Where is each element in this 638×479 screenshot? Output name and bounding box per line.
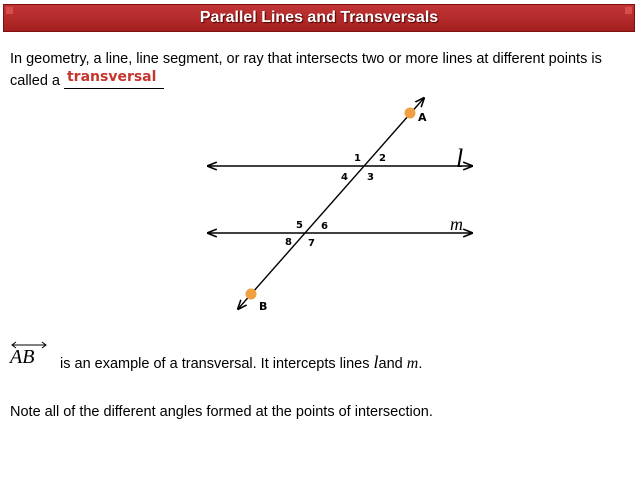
angle-2-label: 2 [379,153,386,164]
example-row [10,340,630,370]
angle-7-label: 7 [308,238,315,249]
inline-line-l: l [373,352,379,372]
angle-3-label: 3 [367,172,374,183]
inline-line-m: m [406,355,419,372]
example-and: and [378,356,403,372]
angle-6-label: 6 [321,221,328,232]
intro-text: In geometry, a line, line segment, or ray that intersects two or more lines at different points is called a [10,51,602,89]
transversal-line [238,98,424,309]
point-a [405,108,416,119]
point-b [246,289,257,300]
note-text: Note all of the different angles formed at the points of intersection. [10,404,433,420]
angle-8-label: 8 [285,237,292,248]
point-b-label: B [259,300,268,313]
point-a-label: A [418,111,427,124]
angle-5-label: 5 [296,220,303,231]
example-period: . [418,356,423,372]
angle-4-label: 4 [341,172,348,183]
answer-text: transversal [66,69,157,85]
angle-1-label: 1 [354,153,361,164]
segment-ab-label: AB [10,346,35,368]
line-l-label: l [456,144,464,173]
page-title: Parallel Lines and Transversals [199,9,439,26]
line-m-label: m [450,214,463,234]
example-text: is an example of a transversal. It intercepts lines [60,356,370,372]
example-sentence [60,352,422,373]
